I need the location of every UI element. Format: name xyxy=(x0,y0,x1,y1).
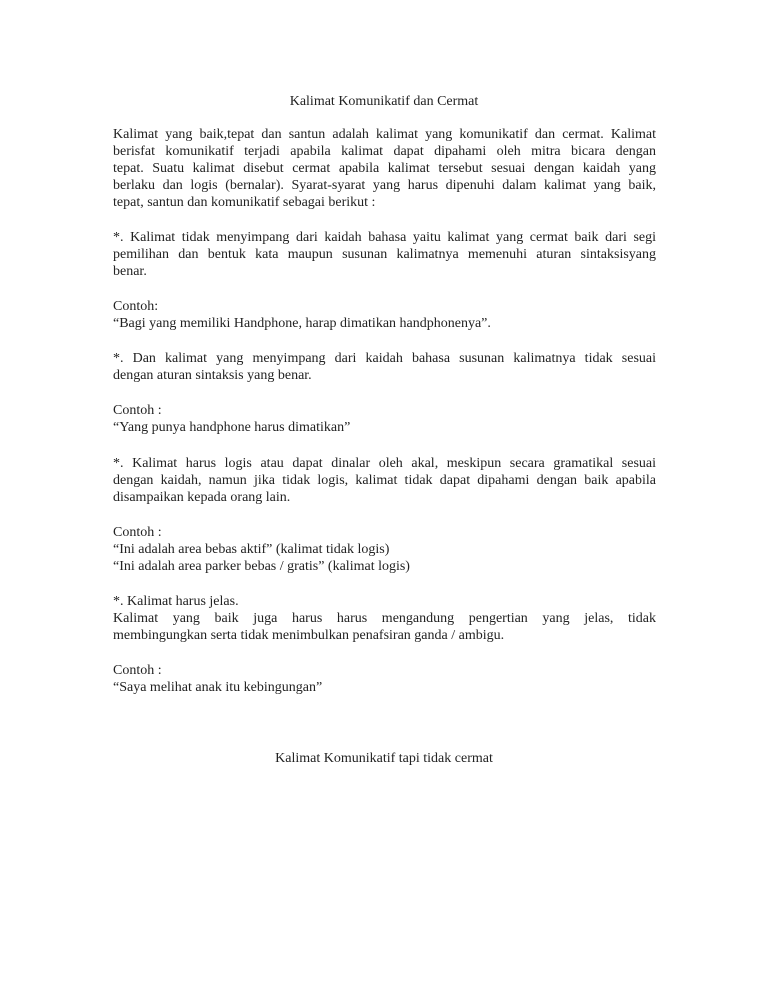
example-1 xyxy=(113,298,656,332)
example-3 xyxy=(113,524,656,575)
example-2 xyxy=(113,402,656,436)
example-label: Contoh : xyxy=(113,525,162,540)
point-line: *. Kalimat harus jelas. xyxy=(113,594,239,609)
point-line: *. Kalimat tidak menyimpang dari kaidah bahasa yaitu kalimat yang cermat baik dari segi xyxy=(113,230,656,245)
document-title: Kalimat Komunikatif dan Cermat xyxy=(289,94,479,109)
intro-paragraph xyxy=(113,126,656,211)
point-4 xyxy=(113,593,656,644)
intro-line: tepat, santun dan komunikatif sebagai berikut : xyxy=(113,195,376,210)
point-1 xyxy=(113,229,656,280)
example-text: “Bagi yang memiliki Handphone, harap dimatikan handphonenya”. xyxy=(113,316,491,331)
point-line: Kalimat yang baik juga harus harus mengandung pengertian yang jelas, tidak xyxy=(113,611,656,626)
point-line: *. Kalimat harus logis atau dapat dinalar oleh akal, meskipun secara gramatikal sesuai xyxy=(113,456,656,471)
section-subtitle: Kalimat Komunikatif tapi tidak cermat xyxy=(275,751,493,766)
point-line: pemilihan dan bentuk kata maupun susunan kalimatnya memenuhi aturan sintaksisyang xyxy=(113,247,656,262)
example-text: “Ini adalah area bebas aktif” (kalimat tidak logis) xyxy=(113,542,390,557)
intro-line: Kalimat yang baik,tepat dan santun adalah kalimat yang komunikatif dan cermat. Kalimat xyxy=(113,127,656,142)
example-4 xyxy=(113,662,656,696)
example-label: Contoh: xyxy=(113,299,159,314)
point-line: dengan kaidah, namun jika tidak logis, kalimat tidak dapat dipahami dengan baik apabila xyxy=(113,473,656,488)
point-line: membingungkan serta tidak menimbulkan penafsiran ganda / ambigu. xyxy=(113,628,505,643)
intro-line: tepat. Suatu kalimat disebut cermat apabila kalimat tersebut sesuai dengan kaidah yang xyxy=(113,161,656,176)
point-2 xyxy=(113,350,656,384)
example-text: “Ini adalah area parker bebas / gratis” (kalimat logis) xyxy=(113,559,410,574)
example-label: Contoh : xyxy=(113,663,162,678)
example-text: “Saya melihat anak itu kebingungan” xyxy=(113,680,323,695)
point-line: disampaikan kepada orang lain. xyxy=(113,490,291,505)
point-line: dengan aturan sintaksis yang benar. xyxy=(113,368,312,383)
point-line: benar. xyxy=(113,264,147,279)
point-3 xyxy=(113,455,656,506)
example-text: “Yang punya handphone harus dimatikan” xyxy=(113,420,351,435)
example-label: Contoh : xyxy=(113,403,162,418)
intro-line: berlaku dan logis (bernalar). Syarat-syarat yang harus dipenuhi dalam kalimat yang baik, xyxy=(113,178,656,193)
point-line: *. Dan kalimat yang menyimpang dari kaidah bahasa susunan kalimatnya tidak sesuai xyxy=(113,351,656,366)
intro-line: berisfat komunikatif terjadi apabila kalimat dapat dipahami oleh mitra bicara dengan xyxy=(113,144,656,159)
